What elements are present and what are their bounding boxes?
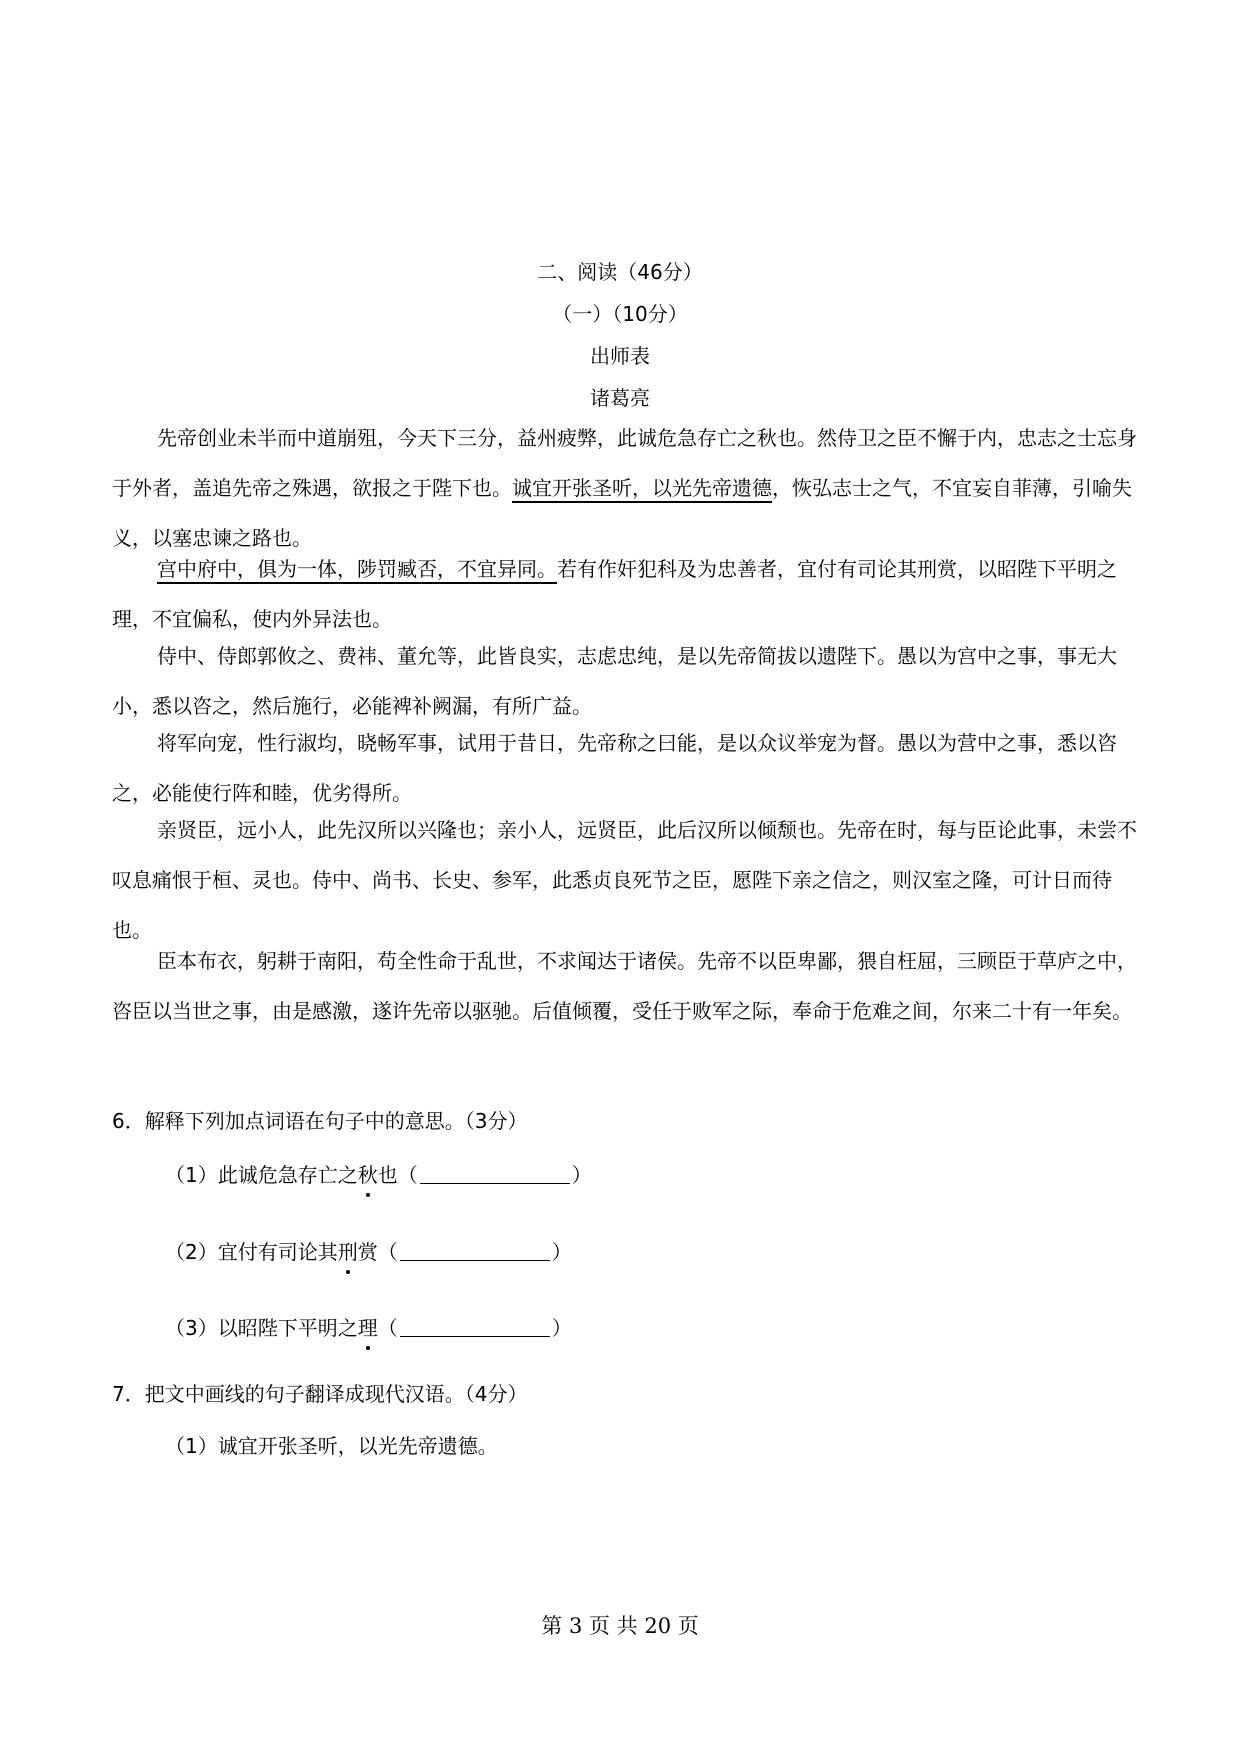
page-footer: 第 3 页 共 20 页 [541, 1614, 699, 1638]
essay-author: 诸葛亮 [590, 386, 650, 410]
subsection-title: （一）（10分） [552, 302, 688, 326]
paragraph-1: 先帝创业未半而中道崩殂，今天下三分，益州疲弊，此诚危急存亡之秋也。然侍卫之臣不懈于内，忠志之士忘身于外者，盖追先帝之殊遇，欲报之于陛下也。诚宜开张圣听，以光先帝遗德，恢弘志士之气，不宜妄自菲薄，引喻失义，以塞忠谏之路也。 [112, 426, 1137, 550]
answer-blank[interactable] [400, 1314, 550, 1337]
question-7: 7．把文中画线的句子翻译成现代汉语。（4分） [112, 1382, 528, 1406]
paragraph-3: 侍中、侍郎郭攸之、费祎、董允等，此皆良实，志虑忠纯，是以先帝简拔以遗陛下。愚以为宫中之事，事无大小，悉以咨之，然后施行，必能裨补阙漏，有所广益。 [112, 644, 1117, 718]
paragraph-6: 臣本布衣，躬耕于南阳，苟全性命于乱世，不求闻达于诸侯。先帝不以臣卑鄙，猥自枉屈，三顾臣于草庐之中，咨臣以当世之事，由是感激，遂许先帝以驱驰。后值倾覆，受任于败军之际，奉命于危难之间，尔来二十有一年矣。 [112, 949, 1137, 1023]
paragraph-4: 将军向宠，性行淑均，晓畅军事，试用于昔日，先帝称之曰能，是以众议举宠为督。愚以为营中之事，悉以咨之，必能使行阵和睦，优劣得所。 [112, 731, 1117, 805]
section-title: 二、阅读（46分） [537, 260, 703, 284]
question-7-item-1: （1）诚宜开张圣听，以光先帝遗德。 [165, 1434, 498, 1458]
paragraph-2: 宫中府中，俱为一体，陟罚臧否，不宜异同。若有作奸犯科及为忠善者，宜付有司论其刑赏，以昭陛下平明之理，不宜偏私，使内外异法也。 [112, 557, 1117, 631]
answer-blank[interactable] [400, 1238, 550, 1261]
question-6-item-3: （3）以昭陛下平明之理（ ） [165, 1316, 572, 1340]
dotted-character: 秋 [357, 1163, 378, 1187]
question-6-item-2: （2）宜付有司论其刑赏（ ） [165, 1240, 572, 1264]
paragraph-5: 亲贤臣，远小人，此先汉所以兴隆也；亲小人，远贤臣，此后汉所以倾颓也。先帝在时，每与臣论此事，未尝不叹息痛恨于桓、灵也。侍中、尚书、长史、参军，此悉贞良死节之臣，愿陛下亲之信之，则汉室之隆，可计日而待也。 [112, 818, 1137, 942]
dotted-character: 刑 [337, 1240, 358, 1264]
underlined-sentence-2: 宫中府中，俱为一体，陟罚臧否，不宜异同。 [157, 557, 557, 581]
question-6: 6．解释下列加点词语在句子中的意思。（3分） [112, 1109, 528, 1133]
underlined-sentence-1: 诚宜开张圣听，以光先帝遗德 [512, 476, 772, 500]
dotted-character: 理 [357, 1316, 378, 1340]
answer-blank[interactable] [420, 1161, 570, 1184]
question-6-item-1: （1）此诚危急存亡之秋也（ ） [165, 1163, 592, 1187]
essay-title: 出师表 [590, 344, 650, 368]
